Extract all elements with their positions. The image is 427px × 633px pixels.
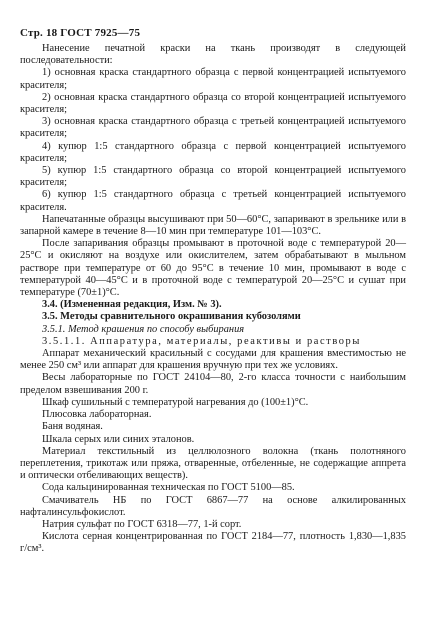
- page-header: Стр. 18 ГОСТ 7925—75: [20, 27, 141, 39]
- paragraph: Шкала серых или синих эталонов.: [42, 433, 195, 445]
- paragraph: Материал текстильный из целлюлозного волокна (ткань полотняного переплетения, трикотаж или пряжа, отваренные, отбеленные, не содержащие аппрета и оптически отбеливающих веществ).: [20, 445, 406, 482]
- paragraph: Баня водяная.: [42, 421, 103, 433]
- paragraph: После запаривания образцы промывают в проточной воде с температурой 20—25°С и окисляют на воздухе или окислителем, затем обрабатывают в мыльном растворе при температуре от 60 до 95°С в течение 10 мин, промывают в воде с температурой 40—45°С и в проточной воде с температурой 20—25°С и сушат при температуре (70±1)°С.: [20, 238, 406, 299]
- subsubsection-heading: 3.5.1.1. Аппаратура, материалы, реактивы и растворы: [42, 335, 361, 347]
- paragraph: Нанесение печатной краски на ткань производят в следующей последовательности:: [20, 43, 406, 67]
- list-item: 6) купюр 1:5 стандартного образца с третьей концентрацией испытуемого красителя.: [20, 189, 406, 213]
- paragraph: Весы лабораторные по ГОСТ 24104—80, 2-го класса точности с наибольшим пределом взвешивания 200 г.: [20, 372, 406, 396]
- list-item: 1) основная краска стандартного образца с первой концентрацией испытуемого красителя;: [20, 67, 406, 91]
- document-body: [20, 43, 406, 556]
- section-heading: 3.5. Методы сравнительного окрашивания кубозолями: [42, 311, 301, 323]
- paragraph: Сода кальцинированная техническая по ГОСТ 5100—85.: [42, 482, 295, 494]
- paragraph: Аппарат механический красильный с сосудами для крашения вместимостью не менее 250 см³ или аппарат для крашения вручную при тех же условиях.: [20, 348, 406, 372]
- subsection-heading: 3.5.1. Метод крашения по способу выбирания: [42, 323, 245, 335]
- list-item: 4) купюр 1:5 стандартного образца с первой концентрацией испытуемого красителя;: [20, 140, 406, 164]
- paragraph: Кислота серная концентрированная по ГОСТ 2184—77, плотность 1,830—1,835 г/см³.: [20, 531, 406, 555]
- paragraph: Натрия сульфат по ГОСТ 6318—77, 1-й сорт.: [42, 518, 242, 530]
- list-item: 2) основная краска стандартного образца со второй концентрацией испытуемого красителя;: [20, 91, 406, 116]
- paragraph: Плюсовка лабораторная.: [42, 409, 152, 421]
- list-item: 5) купюр 1:5 стандартного образца со второй концентрацией испытуемого красителя;: [20, 165, 406, 189]
- paragraph: Смачиватель НБ по ГОСТ 6867—77 на основе алкилированных нафталинсульфокислот.: [20, 494, 406, 518]
- paragraph: Шкаф сушильный с температурой нагревания до (100±1)°С.: [42, 396, 309, 408]
- amendment-note: 3.4. (Измененная редакция, Изм. № 3).: [42, 299, 222, 311]
- paragraph: Напечатанные образцы высушивают при 50—60°С, запаривают в зрельнике или в запарной камере в течение 8—10 мин при температуре 101—103°С.: [20, 213, 406, 238]
- list-item: 3) основная краска стандартного образца с третьей концентрацией испытуемого красителя;: [20, 116, 406, 140]
